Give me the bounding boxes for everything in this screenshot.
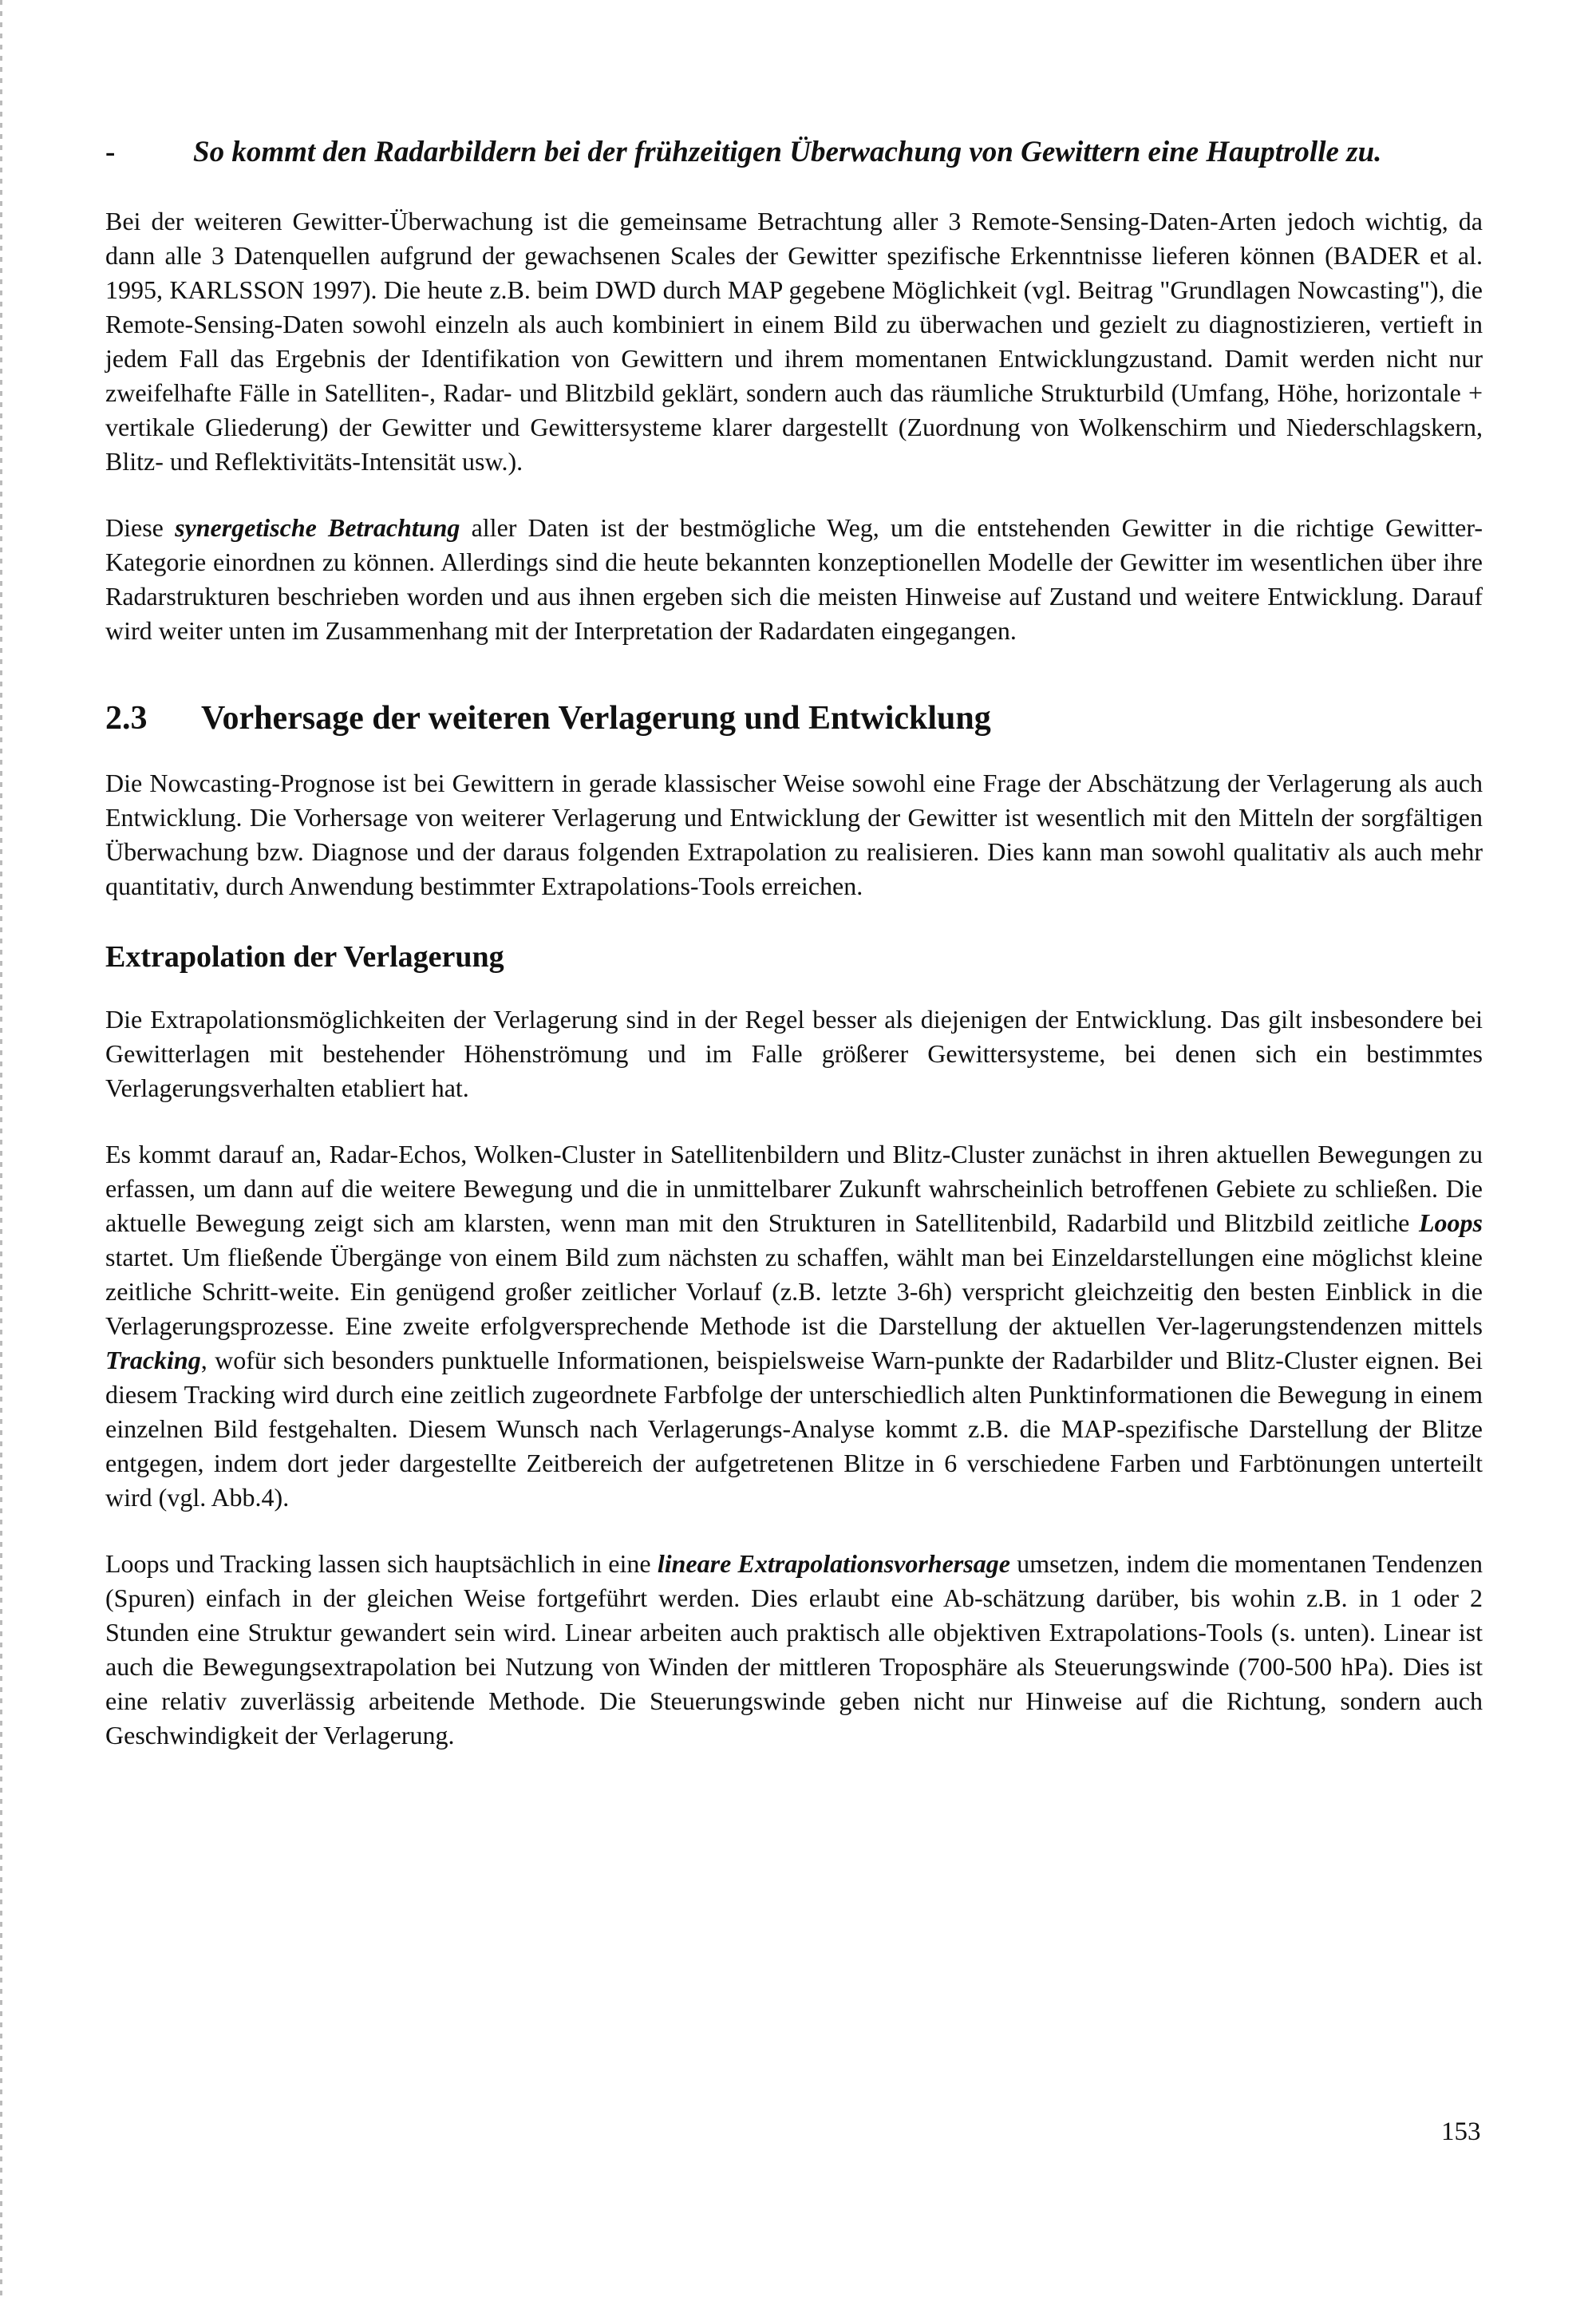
synergy-emphasis: synergetische Betrachtung <box>175 513 460 542</box>
subsection-heading: Extrapolation der Verlagerung <box>105 940 504 974</box>
p3-emphasis: lineare Extrapolationsvorhersage <box>657 1549 1010 1578</box>
section-title: Vorhersage der weiteren Verlagerung und Entwicklung <box>201 700 991 737</box>
page-number: 153 <box>1441 2117 1481 2146</box>
lead-text: So kommt den Radarbildern bei der frühzeitigen Überwachung von Gewittern eine Hauptrolle zu. <box>193 136 1382 168</box>
p2-part1: Es kommt darauf an, Radar-Echos, Wolken-Cluster in Satellitenbildern und Blitz-Cluster zunächst in ihren aktuellen Bewegungen zu erfassen, um dann auf die weitere Bewegung und die in unmittelbarer Zukunft wahrscheinlich betroffenen Gebiete zu schließen. Die aktuelle Bewegung zeigt sich am klarsten, wenn man mit den Strukturen in Satellitenbild, Radarbild und Blitzbild zeitliche <box>105 1140 1483 1237</box>
scan-edge-rule <box>0 0 2 2297</box>
p2-part2: startet. Um fließende Übergänge von einem Bild zum nächsten zu schaffen, wählt man bei Einzeldarstellungen eine möglichst kleine zeitliche Schritt-weite. Ein genügend großer zeitlicher Vorlauf (z.B. letzte 3-6h) verspricht gleichzeitig den besten Einblick in die Verlagerungsprozesse. Eine zweite erfolgversprechende Methode ist die Darstellung der aktuellen Ver-lagerungstendenzen mittels <box>105 1243 1483 1340</box>
p3-part2: umsetzen, indem die momentanen Tendenzen (Spuren) einfach in der gleichen Weise fortgeführt werden. Dies erlaubt eine Ab-schätzung darüber, bis wohin z.B. in 1 oder 2 Stunden eine Struktur gewandert sein wird. Linear arbeiten auch praktisch alle objektiven Extrapolations-Tools (s. unten). Linear ist auch die Bewegungsextrapolation bei Nutzung von Winden der mittleren Troposphäre als Steuerungswinde (700-500 hPa). Dies ist eine relativ zuverlässig arbeitende Methode. Die Steuerungswinde geben nicht nur Hinweise auf die Richtung, sondern auch Geschwindigkeit der Verlagerung. <box>105 1549 1483 1749</box>
paragraph-synergy <box>105 511 1483 648</box>
paragraph-section-intro: Die Nowcasting-Prognose ist bei Gewittern in gerade klassischer Weise sowohl eine Frage der Abschätzung der Verlagerung als auch Entwicklung. Die Vorhersage von weiterer Verlagerung und Entwicklung der Gewitter ist wesentlich mit den Mitteln der sorgfältigen Überwachung bzw. Diagnose und der daraus folgenden Extrapolation zu realisieren. Dies kann man sowohl qualitativ als auch mehr quantitativ, durch Anwendung bestimmter Extrapolations-Tools erreichen. <box>105 769 1483 900</box>
paragraph-linear-extrapolation <box>105 1547 1483 1753</box>
p2-emphasis-tracking: Tracking <box>105 1346 201 1374</box>
section-heading <box>105 698 1483 739</box>
section-number: 2.3 <box>105 700 148 737</box>
paragraph-extrapolation: Die Extrapolationsmöglichkeiten der Verlagerung sind in der Regel besser als diejenigen der Entwicklung. Das gilt insbesondere bei Gewitterlagen mit bestehender Höhenströmung und im Falle größerer Gewittersysteme, bei denen sich ein bestimmtes Verlagerungsverhalten etabliert hat. <box>105 1005 1483 1102</box>
p2-part3: , wofür sich besonders punktuelle Informationen, beispielsweise Warn-punkte der Radarbilder und Blitz-Cluster eignen. Bei diesem Tracking wird durch eine zeitlich zugeordnete Farbfolge der unterschiedlich alten Punktinformationen die Bewegung in einem einzelnen Bild festgehalten. Diesem Wunsch nach Verlagerungs-Analyse kommt z.B. die MAP-spezifische Darstellung der Blitze entgegen, indem dort jeder dargestellte Zeitbereich der aufgetretenen Blitze in 6 verschiedene Farben und Farbtönungen unterteilt wird (vgl. Abb.4). <box>105 1346 1483 1512</box>
document-page <box>105 134 1483 1785</box>
p3-part1: Loops und Tracking lassen sich hauptsächlich in eine <box>105 1549 658 1578</box>
p2-emphasis-loops: Loops <box>1419 1208 1483 1237</box>
synergy-after: aller Daten ist der bestmögliche Weg, um die entstehenden Gewitter in die richtige Gewitter-Kategorie einordnen zu können. Allerdings sind die heute bekannten konzeptionellen Modelle der Gewitter im wesentlichen über ihre Radarstrukturen beschrieben worden und aus ihnen ergeben sich die meisten Hinweise auf Zustand und weitere Entwicklung. Darauf wird weiter unten im Zusammenhang mit der Interpretation der Radardaten eingegangen. <box>105 513 1483 645</box>
synergy-before: Diese <box>105 513 176 542</box>
paragraph-monitoring: Bei der weiteren Gewitter-Überwachung ist die gemeinsame Betrachtung aller 3 Remote-Sensing-Daten-Arten jedoch wichtig, da dann alle 3 Datenquellen aufgrund der gewachsenen Scales der Gewitter spezifische Erkenntnisse lieferen können (BADER et al. 1995, KARLSSON 1997). Die heute z.B. beim DWD durch MAP gegebene Möglichkeit (vgl. Beitrag "Grundlagen Nowcasting"), die Remote-Sensing-Daten sowohl einzeln als auch kombiniert in einem Bild zu überwachen und gezielt zu diagnostizieren, vertieft in jedem Fall das Ergebnis der Identifikation von Gewittern und ihrem momentanen Entwicklungzustand. Damit werden nicht nur zweifelhafte Fälle in Satelliten-, Radar- und Blitzbild geklärt, sondern auch das räumliche Strukturbild (Umfang, Höhe, horizontale + vertikale Gliederung) der Gewitter und Gewittersysteme klarer dargestellt (Zuordnung von Wolkenschirm und Niederschlagskern, Blitz- und Reflektivitäts-Intensität usw.). <box>105 207 1483 476</box>
lead-dash: - <box>105 136 116 168</box>
paragraph-loops-tracking <box>105 1137 1483 1515</box>
lead-statement <box>105 134 1483 171</box>
